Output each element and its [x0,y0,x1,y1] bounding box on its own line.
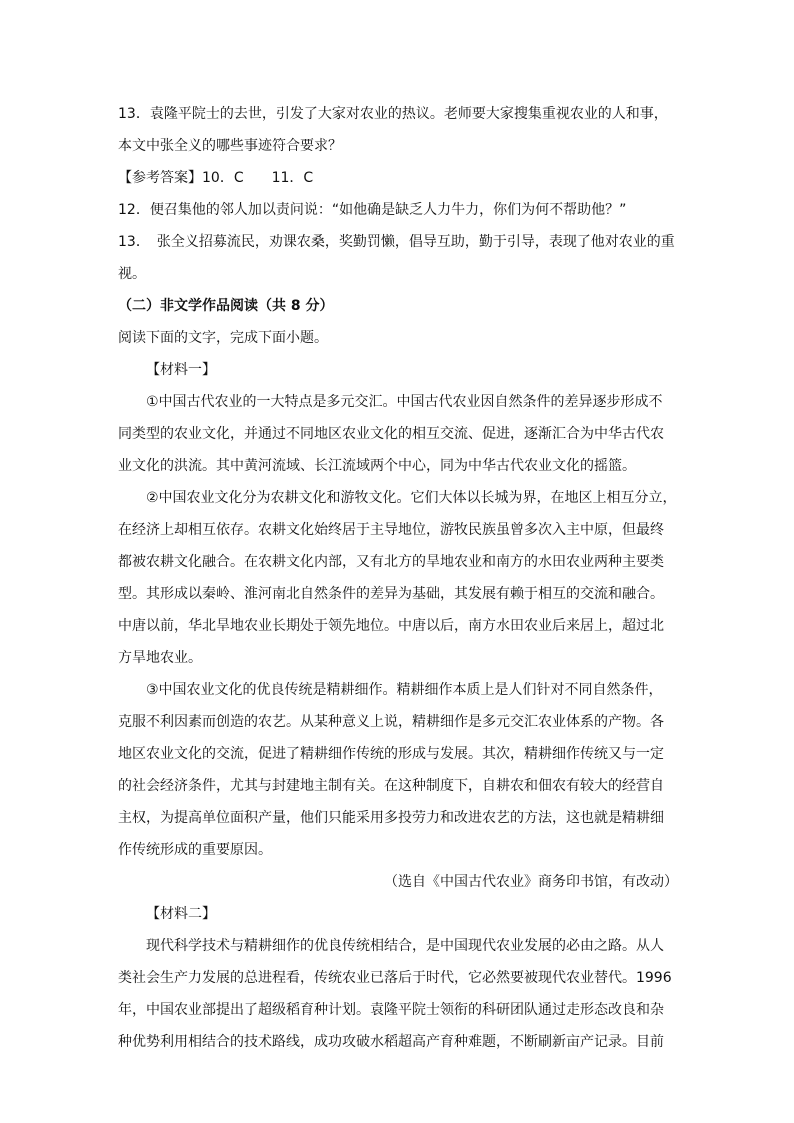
paragraph-line: 现代科学技术与精耕细作的优良传统相结合，是中国现代农业发展的必由之路。从人 [146,938,664,954]
paragraph-line: ①中国古代农业的一大特点是多元交汇。中国古代农业因自然条件的差异逐步形成不 [146,394,663,410]
paragraph-line: 克服不利因素而创造的农艺。从某种意义上说，精耕细作是多元交汇农业体系的产物。各 [118,714,664,730]
material-2-paragraph-1 [118,930,678,1058]
material-1-paragraph-1 [118,386,678,482]
material-1-paragraph-2 [118,482,678,674]
document-page [118,98,678,1058]
answer-12: 12．便召集他的邻人加以责问说：“如他确是缺乏人力牛力，你们为何不帮助他？” [118,202,627,218]
answer-13-line: 视。 [118,266,146,282]
paragraph-line: ③中国农业文化的优良传统是精耕细作。精耕细作本质上是人们针对不同自然条件， [146,682,663,698]
paragraph-line: 业文化的洪流。其中黄河流域、长江流域两个中心，同为中华古代农业文化的摇篮。 [118,458,636,474]
question-13-line: 本文中张全义的哪些事迹符合要求？ [118,138,342,154]
paragraph-line: 的社会经济条件，尤其与封建地主制有关。在这种制度下，自耕农和佃农有较大的经营自 [118,778,664,794]
paragraph-line: 种优势利用相结合的技术路线，成功攻破水稻超高产育种难题，不断刷新亩产记录。目前 [118,1034,664,1050]
paragraph-line: 同类型的农业文化，并通过不同地区农业文化的相互交流、促进，逐渐汇合为中华古代农 [118,426,664,442]
paragraph-line: 主权，为提高单位面积产量，他们只能采用多投劳力和改进农艺的方法，这也就是精耕细 [118,810,664,826]
paragraph-line: 方旱地农业。 [118,650,202,666]
answer-key-heading: 【参考答案】10．C 11．C [118,170,314,186]
paragraph-line: ②中国农业文化分为农耕文化和游牧文化。它们大体以长城为界，在地区上相互分立， [146,490,677,506]
material-1-paragraph-3 [118,674,678,866]
section-instruction: 阅读下面的文字，完成下面小题。 [118,330,328,346]
paragraph-line: 在经济上却相互依存。农耕文化始终居于主导地位，游牧民族虽曾多次入主中原，但最终 [118,522,664,538]
paragraph-line: 地区农业文化的交流，促进了精耕细作传统的形成与发展。其次，精耕细作传统又与一定 [118,746,664,762]
paragraph-line: 型。其形成以秦岭、淮河南北自然条件的差异为基础，其发展有赖于相互的交流和融合。 [118,586,664,602]
paragraph-line: 年，中国农业部提出了超级稻育种计划。袁隆平院士领衔的科研团队通过走形态改良和杂 [118,1002,664,1018]
paragraph-line: 中唐以前，华北旱地农业长期处于领先地位。中唐以后，南方水田农业后来居上，超过北 [118,618,664,634]
material-2-label: 【材料二】 [146,906,216,922]
paragraph-line: 都被农耕文化融合。在农耕文化内部，又有北方的旱地农业和南方的水田农业两种主要类 [118,554,664,570]
answer-13-line: 13． 张全义招募流民，劝课农桑，奖勤罚懒，倡导互助，勤于引导，表现了他对农业的重 [118,234,675,250]
material-1-label: 【材料一】 [146,362,216,378]
section-title: （二）非文学作品阅读（共 8 分） [118,298,334,314]
source-citation: （选自《中国古代农业》商务印书馆，有改动） [384,874,678,890]
paragraph-line: 作传统形成的重要原因。 [118,842,272,858]
question-13-line: 13．袁隆平院士的去世，引发了大家对农业的热议。老师要大家搜集重视农业的人和事， [118,106,668,122]
paragraph-line: 类社会生产力发展的总进程看，传统农业已落后于时代，它必然要被现代农业替代。1996 [118,970,672,986]
